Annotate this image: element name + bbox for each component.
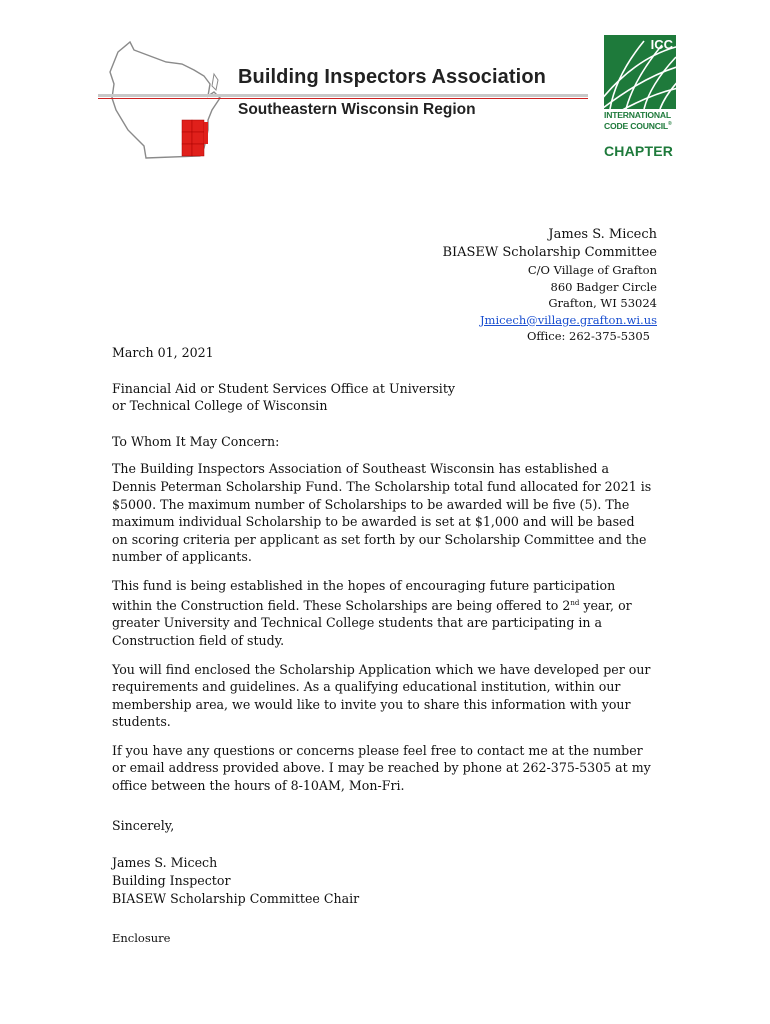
icc-chapter-logo — [604, 35, 676, 159]
sender-care-of: C/O Village of Grafton — [527, 263, 657, 277]
paragraph-4: If you have any questions or concerns please feel free to contact me at the number or email address provided above. I may be reached by phone at 262-375-5305 at my office between the hours of 8-10AM, Mon-Fri. — [112, 742, 651, 794]
icc-chapter-label: CHAPTER — [604, 143, 674, 159]
paragraph-1: The Building Inspectors Association of Southeast Wisconsin has established a Dennis Peterman Scholarship Fund. The Scholarship total fund allocated for 2021 is $5000. The maximum number of Scholarships to be awarded will be five (5). The maximum individual Scholarship to be awarded is set at $1,000 and will be based on scoring criteria per applicant as set forth by our Scholarship Committee and the number of applicants. — [112, 461, 652, 565]
signature-role: BIASEW Scholarship Committee Chair — [112, 891, 360, 906]
signature-title: Building Inspector — [112, 873, 231, 888]
sender-email-link[interactable]: Jmicech@village.grafton.wi.us — [479, 312, 657, 327]
recipient-line-1: Financial Aid or Student Services Office at University — [112, 380, 456, 396]
icc-wordmark: INTERNATIONAL CODE COUNCIL® — [604, 110, 672, 132]
letter-date: March 01, 2021 — [112, 345, 214, 360]
sender-city: Grafton, WI 53024 — [548, 296, 657, 310]
signature-name: James S. Micech — [112, 855, 218, 870]
sender-block — [442, 226, 657, 345]
letterhead-rule — [98, 94, 588, 97]
recipient-block — [112, 380, 652, 415]
enclosure-note: Enclosure — [112, 931, 171, 945]
sender-name: James S. Micech — [548, 227, 657, 242]
sender-street: 860 Badger Circle — [550, 279, 657, 294]
letter-body — [112, 344, 652, 834]
org-name: Building Inspectors Association — [238, 66, 546, 88]
paragraph-3: You will find enclosed the Scholarship Application which we have developed per our requirements and guidelines. As a qualifying educational institution, within our membership area, we would like to invite you to share this information with your students. — [112, 661, 651, 730]
recipient-line-2: or Technical College of Wisconsin — [112, 398, 328, 414]
sender-committee: BIASEW Scholarship Committee — [442, 245, 657, 260]
paragraph-2: This fund is being established in the hopes of encouraging future participation within the Construction field. These Scholarships are being offered to 2nd year, or greater University and Technical College students that are participating in a Construction field of study. — [112, 577, 632, 648]
sender-office-phone: Office: 262-375-5305 — [527, 329, 650, 343]
letterhead — [0, 0, 770, 170]
closing: Sincerely, — [112, 817, 175, 833]
signature-block — [112, 854, 359, 908]
org-region: Southeastern Wisconsin Region — [238, 101, 476, 118]
letterhead-rule-accent — [98, 98, 588, 99]
icc-globe-icon: ICC — [604, 35, 676, 109]
salutation: To Whom It May Concern: — [112, 433, 280, 449]
wisconsin-map-logo — [96, 34, 246, 164]
